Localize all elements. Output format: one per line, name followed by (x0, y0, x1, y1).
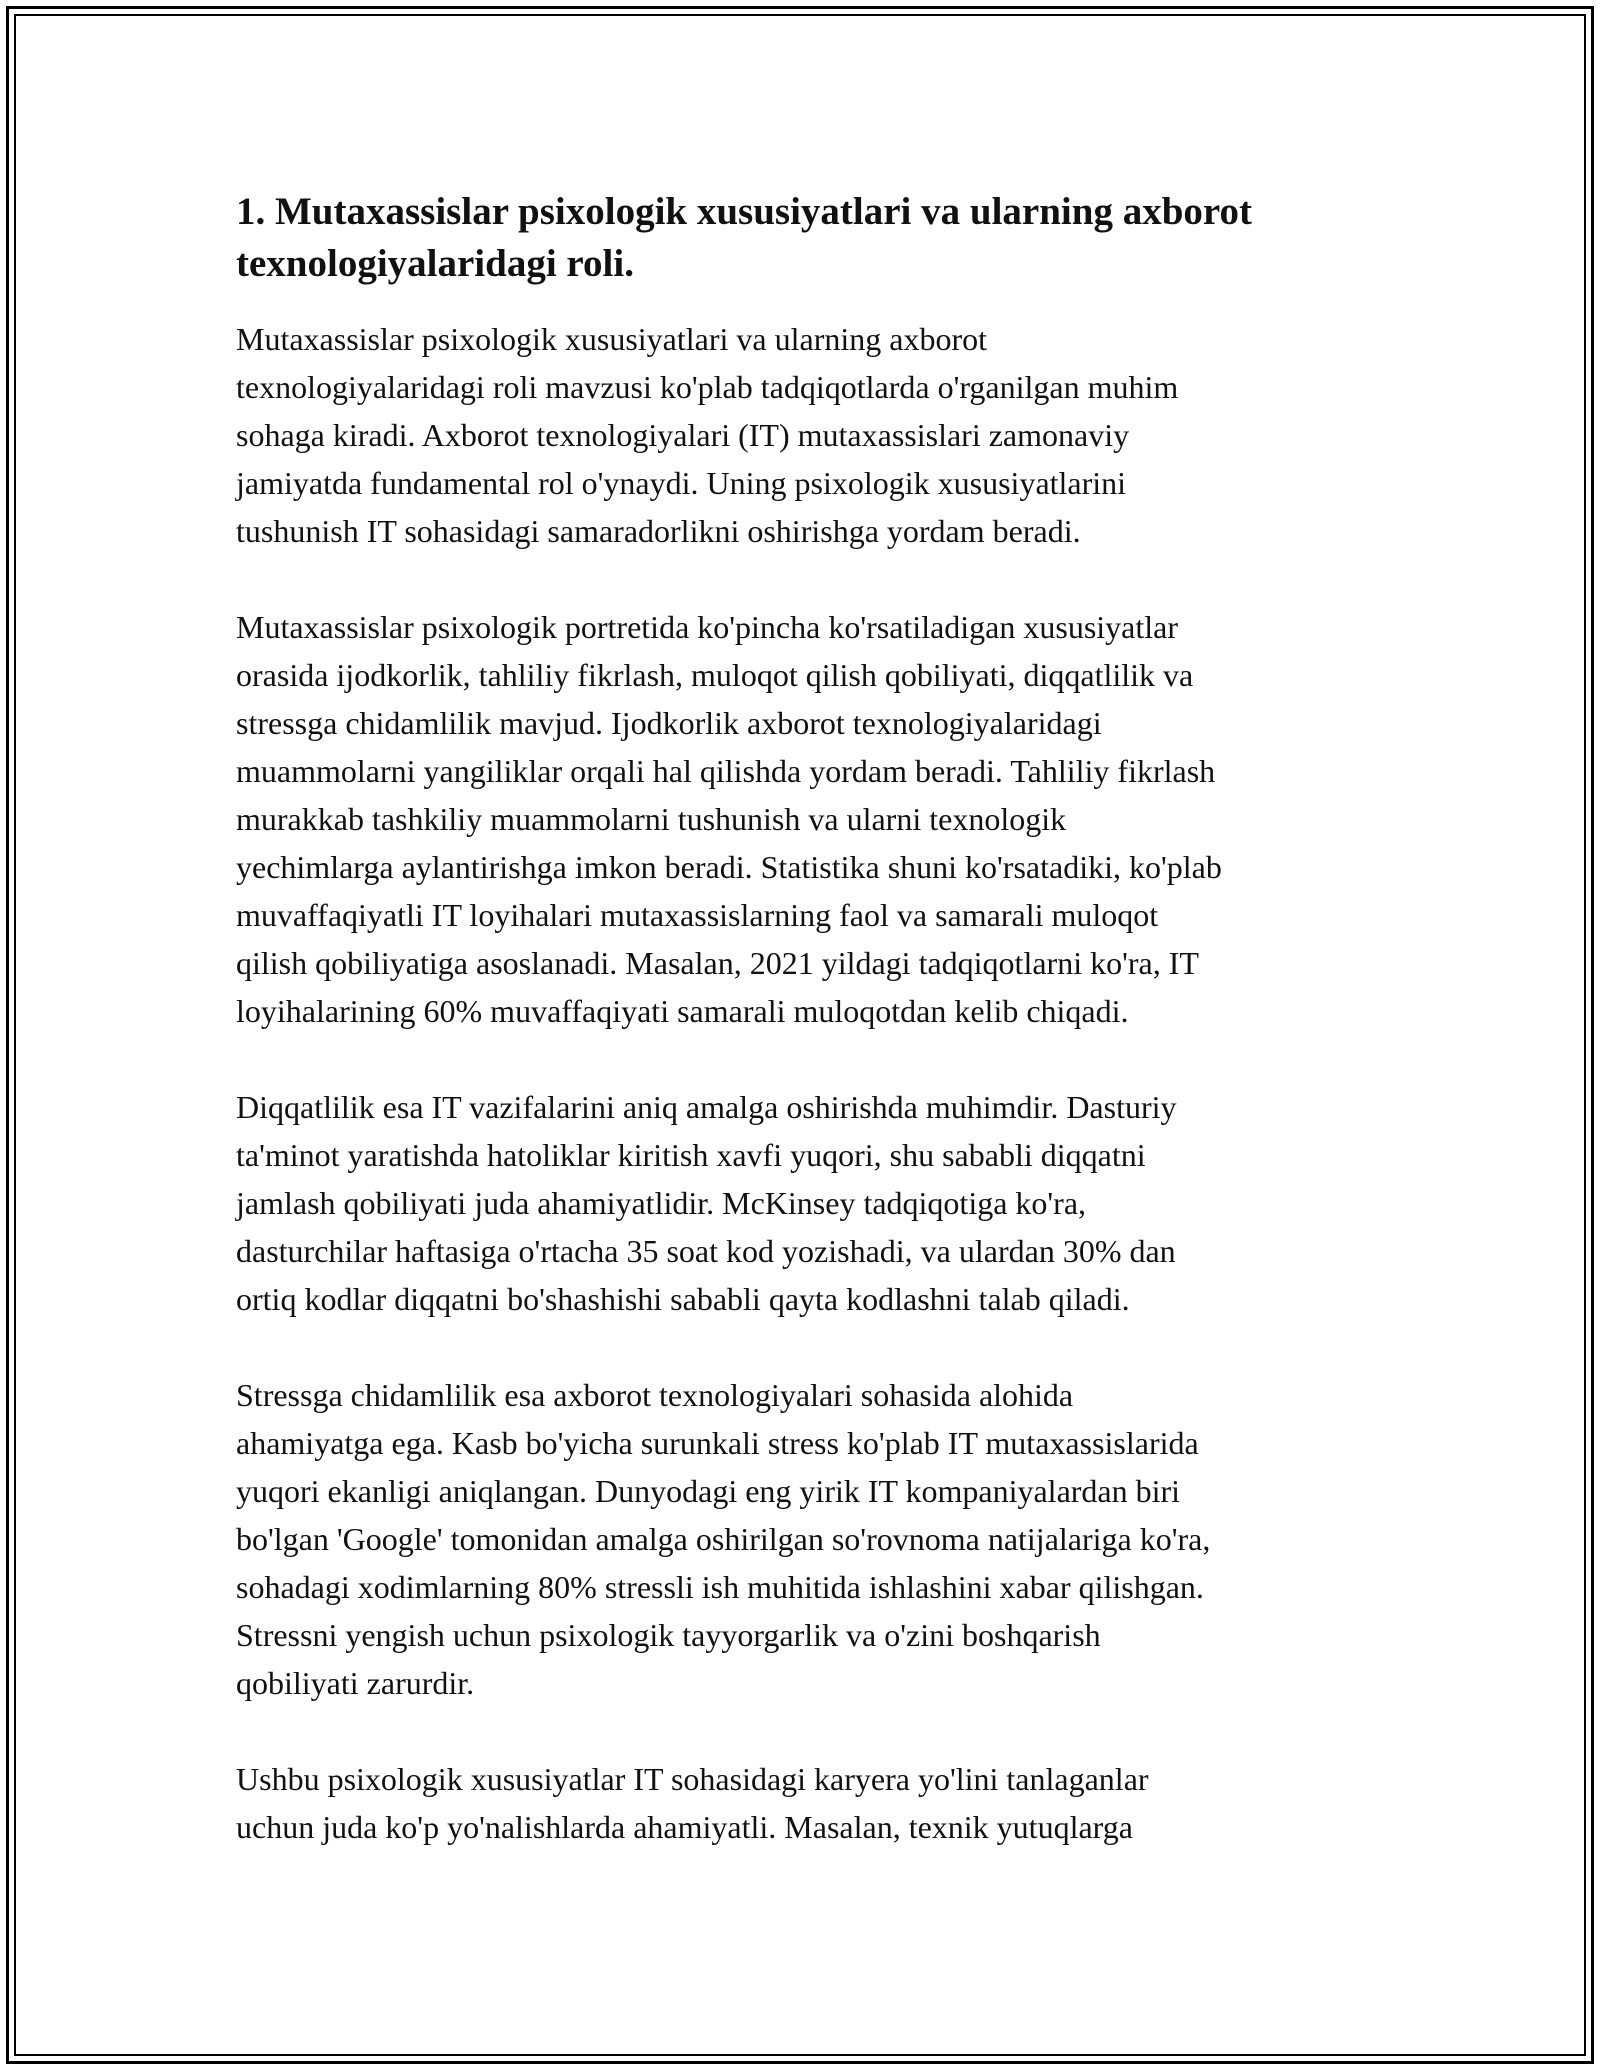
document-title: 1. Mutaxassislar psixologik xususiyatlari va ularning axborot texnologiyalaridagi roli. (236, 190, 1252, 285)
paragraph-4: Stressga chidamlilik esa axborot texnologiyalari sohasida alohida ahamiyatga ega. Kasb bo'yicha surunkali stress ko'plab IT mutaxassislarida yuqori ekanligi aniqlangan. Dunyodagi eng yirik IT kompaniyalardan biri bo'lgan 'Google' tomonidan amalga oshirilgan so'rovnoma natijalariga ko'ra, sohadagi xodimlarning 80% stressli ish muhitida ishlashini xabar qilishgan. Stressni yengish uchun psixologik tayyorgarlik va o'zini boshqarish qobiliyati zarurdir. (236, 1377, 1211, 1701)
paragraph-1: Mutaxassislar psixologik xususiyatlari va ularning axborot texnologiyalaridagi roli mavzusi ko'plab tadqiqotlarda o'rganilgan muhim sohaga kiradi. Axborot texnologiyalari (IT) mutaxassislari zamonaviy jamiyatda fundamental rol o'ynaydi. Uning psixologik xususiyatlarini tushunish IT sohasidagi samaradorlikni oshirishga yordam beradi. (236, 321, 1179, 549)
document-content (236, 186, 1376, 1899)
paragraph-3: Diqqatlilik esa IT vazifalarini aniq amalga oshirishda muhimdir. Dasturiy ta'minot yaratishda hatoliklar kiritish xavfi yuqori, shu sababli diqqatni jamlash qobiliyati juda ahamiyatlidir. McKinsey tadqiqotiga ko'ra, dasturchilar haftasiga o'rtacha 35 soat kod yozishadi, va ulardan 30% dan ortiq kodlar diqqatni bo'shashishi sababli qayta kodlashni talab qiladi. (236, 1089, 1177, 1317)
paragraph-5: Ushbu psixologik xususiyatlar IT sohasidagi karyera yo'lini tanlaganlar uchun juda ko'p yo'nalishlarda ahamiyatli. Masalan, texnik yutuqlarga (236, 1761, 1149, 1845)
paragraph-2: Mutaxassislar psixologik portretida ko'pincha ko'rsatiladigan xususiyatlar orasida ijodkorlik, tahliliy fikrlash, muloqot qilish qobiliyati, diqqatlilik va stressga chidamlilik mavjud. Ijodkorlik axborot texnologiyalaridagi muammolarni yangiliklar orqali hal qilishda yordam beradi. Tahliliy fikrlash murakkab tashkiliy muammolarni tushunish va ularni texnologik yechimlarga aylantirishga imkon beradi. Statistika shuni ko'rsatadiki, ko'plab muvaffaqiyatli IT loyihalari mutaxassislarning faol va samarali muloqot qilish qobiliyatiga asoslanadi. Masalan, 2021 yildagi tadqiqotlarni ko'ra, IT loyihalarining 60% muvaffaqiyati samarali muloqotdan kelib chiqadi. (236, 609, 1222, 1029)
